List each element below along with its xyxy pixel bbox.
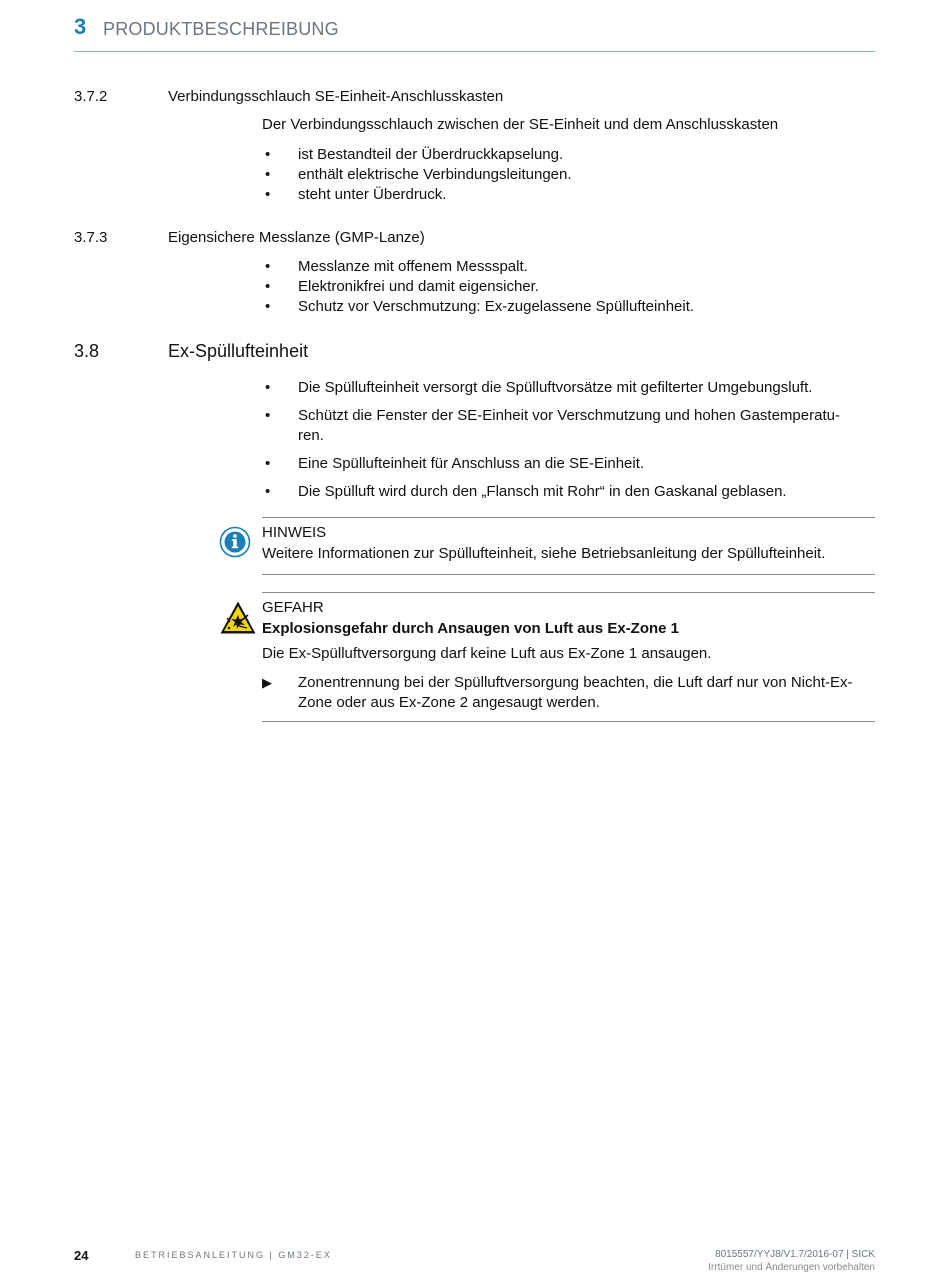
bullet-icon: • [265,146,271,163]
explosion-warning-icon [219,600,257,635]
section-title-3-8: Ex-Spüllufteinheit [168,341,309,361]
section-number-3-7-3: 3.7.3 [74,229,108,246]
list-item-text: Elektronikfrei und damit eigensicher. [298,278,539,295]
danger-text: Die Ex-Spülluftversorgung darf keine Luft aus Ex-Zone 1 ansaugen. [262,645,712,662]
list-item-text: Die Spülluft wird durch den „Flansch mit Rohr“ in den Gaskanal geblasen. [298,483,787,500]
chapter-number: 3 [74,14,87,39]
section-title-3-7-3: Eigensichere Messlanze (GMP-Lanze) [168,229,425,246]
section-lead-3-7-2: Der Verbindungsschlauch zwischen der SE-Einheit und dem Anschlusskasten [262,116,779,133]
section-number-3-8: 3.8 [74,341,100,361]
header-divider [74,51,875,52]
list-item [262,378,874,398]
danger-bottom-rule [262,721,875,722]
list-item [262,297,874,317]
footer-disclaimer: Irrtümer und Änderungen vorbehalten [708,1262,875,1273]
footer-document-title: BETRIEBSANLEITUNG | GM32-EX [135,1250,332,1260]
note-top-rule [262,517,875,518]
list-item-text: enthält elektrische Verbindungsleitungen. [298,166,572,183]
section-title-3-7-2: Verbindungsschlauch SE-Einheit-Anschlusskasten [168,88,504,105]
list-item [262,257,874,277]
danger-top-rule [262,592,875,593]
bullet-list-3-8 [262,378,874,502]
note-heading: HINWEIS [262,524,327,541]
list-item-text: ist Bestandteil der Überdruckkapselung. [298,146,564,163]
list-item [262,185,874,205]
list-item-text: Messlanze mit offenem Messspalt. [298,258,528,275]
list-item [262,165,874,185]
list-item [262,406,874,446]
list-item [262,454,874,474]
bullet-icon: • [265,379,271,396]
list-item [262,482,874,502]
list-item-text: Schutz vor Verschmutzung: Ex-zugelassene Spüllufteinheit. [298,298,695,315]
list-item-text: Schützt die Fenster der SE-Einheit vor Verschmutzung und hohen Gastemperatu- ren. [298,407,840,444]
bullet-icon: • [265,186,271,203]
list-item-text: steht unter Überdruck. [298,186,447,203]
list-item [262,277,874,297]
bullet-icon: • [265,258,271,275]
bullet-list-3-7-2 [262,145,874,205]
bullet-icon: • [265,483,271,500]
danger-action [262,673,874,713]
page-number: 24 [74,1248,89,1263]
danger-action-text: Zonentrennung bei der Spülluftversorgung beachten, die Luft darf nur von Nicht-Ex-Zone oder aus Ex-Zone 2 angesaugt werden. [298,674,853,711]
bullet-icon: • [265,407,271,424]
danger-subheading: Explosionsgefahr durch Ansaugen von Luft aus Ex-Zone 1 [262,620,679,637]
bullet-icon: • [265,278,271,295]
danger-heading: GEFAHR [262,599,324,616]
action-arrow-icon: ▶ [262,675,272,690]
footer-reference: 8015557/YYJ8/V1.7/2016-07 | SICK [715,1249,875,1260]
bullet-icon: • [265,298,271,315]
list-item [262,145,874,165]
note-bottom-rule [262,574,875,575]
bullet-icon: • [265,166,271,183]
list-item-text: Eine Spüllufteinheit für Anschluss an die SE-Einheit. [298,455,645,472]
bullet-list-3-7-3 [262,257,874,317]
chapter-title: PRODUKTBESCHREIBUNG [103,19,339,39]
list-item-text: Die Spüllufteinheit versorgt die Spülluftvorsätze mit gefilterter Umgebungsluft. [298,379,813,396]
note-text: Weitere Informationen zur Spüllufteinheit, siehe Betriebsanleitung der Spüllufteinheit. [262,545,826,562]
section-number-3-7-2: 3.7.2 [74,88,108,105]
bullet-icon: • [265,455,271,472]
info-icon [219,526,251,558]
